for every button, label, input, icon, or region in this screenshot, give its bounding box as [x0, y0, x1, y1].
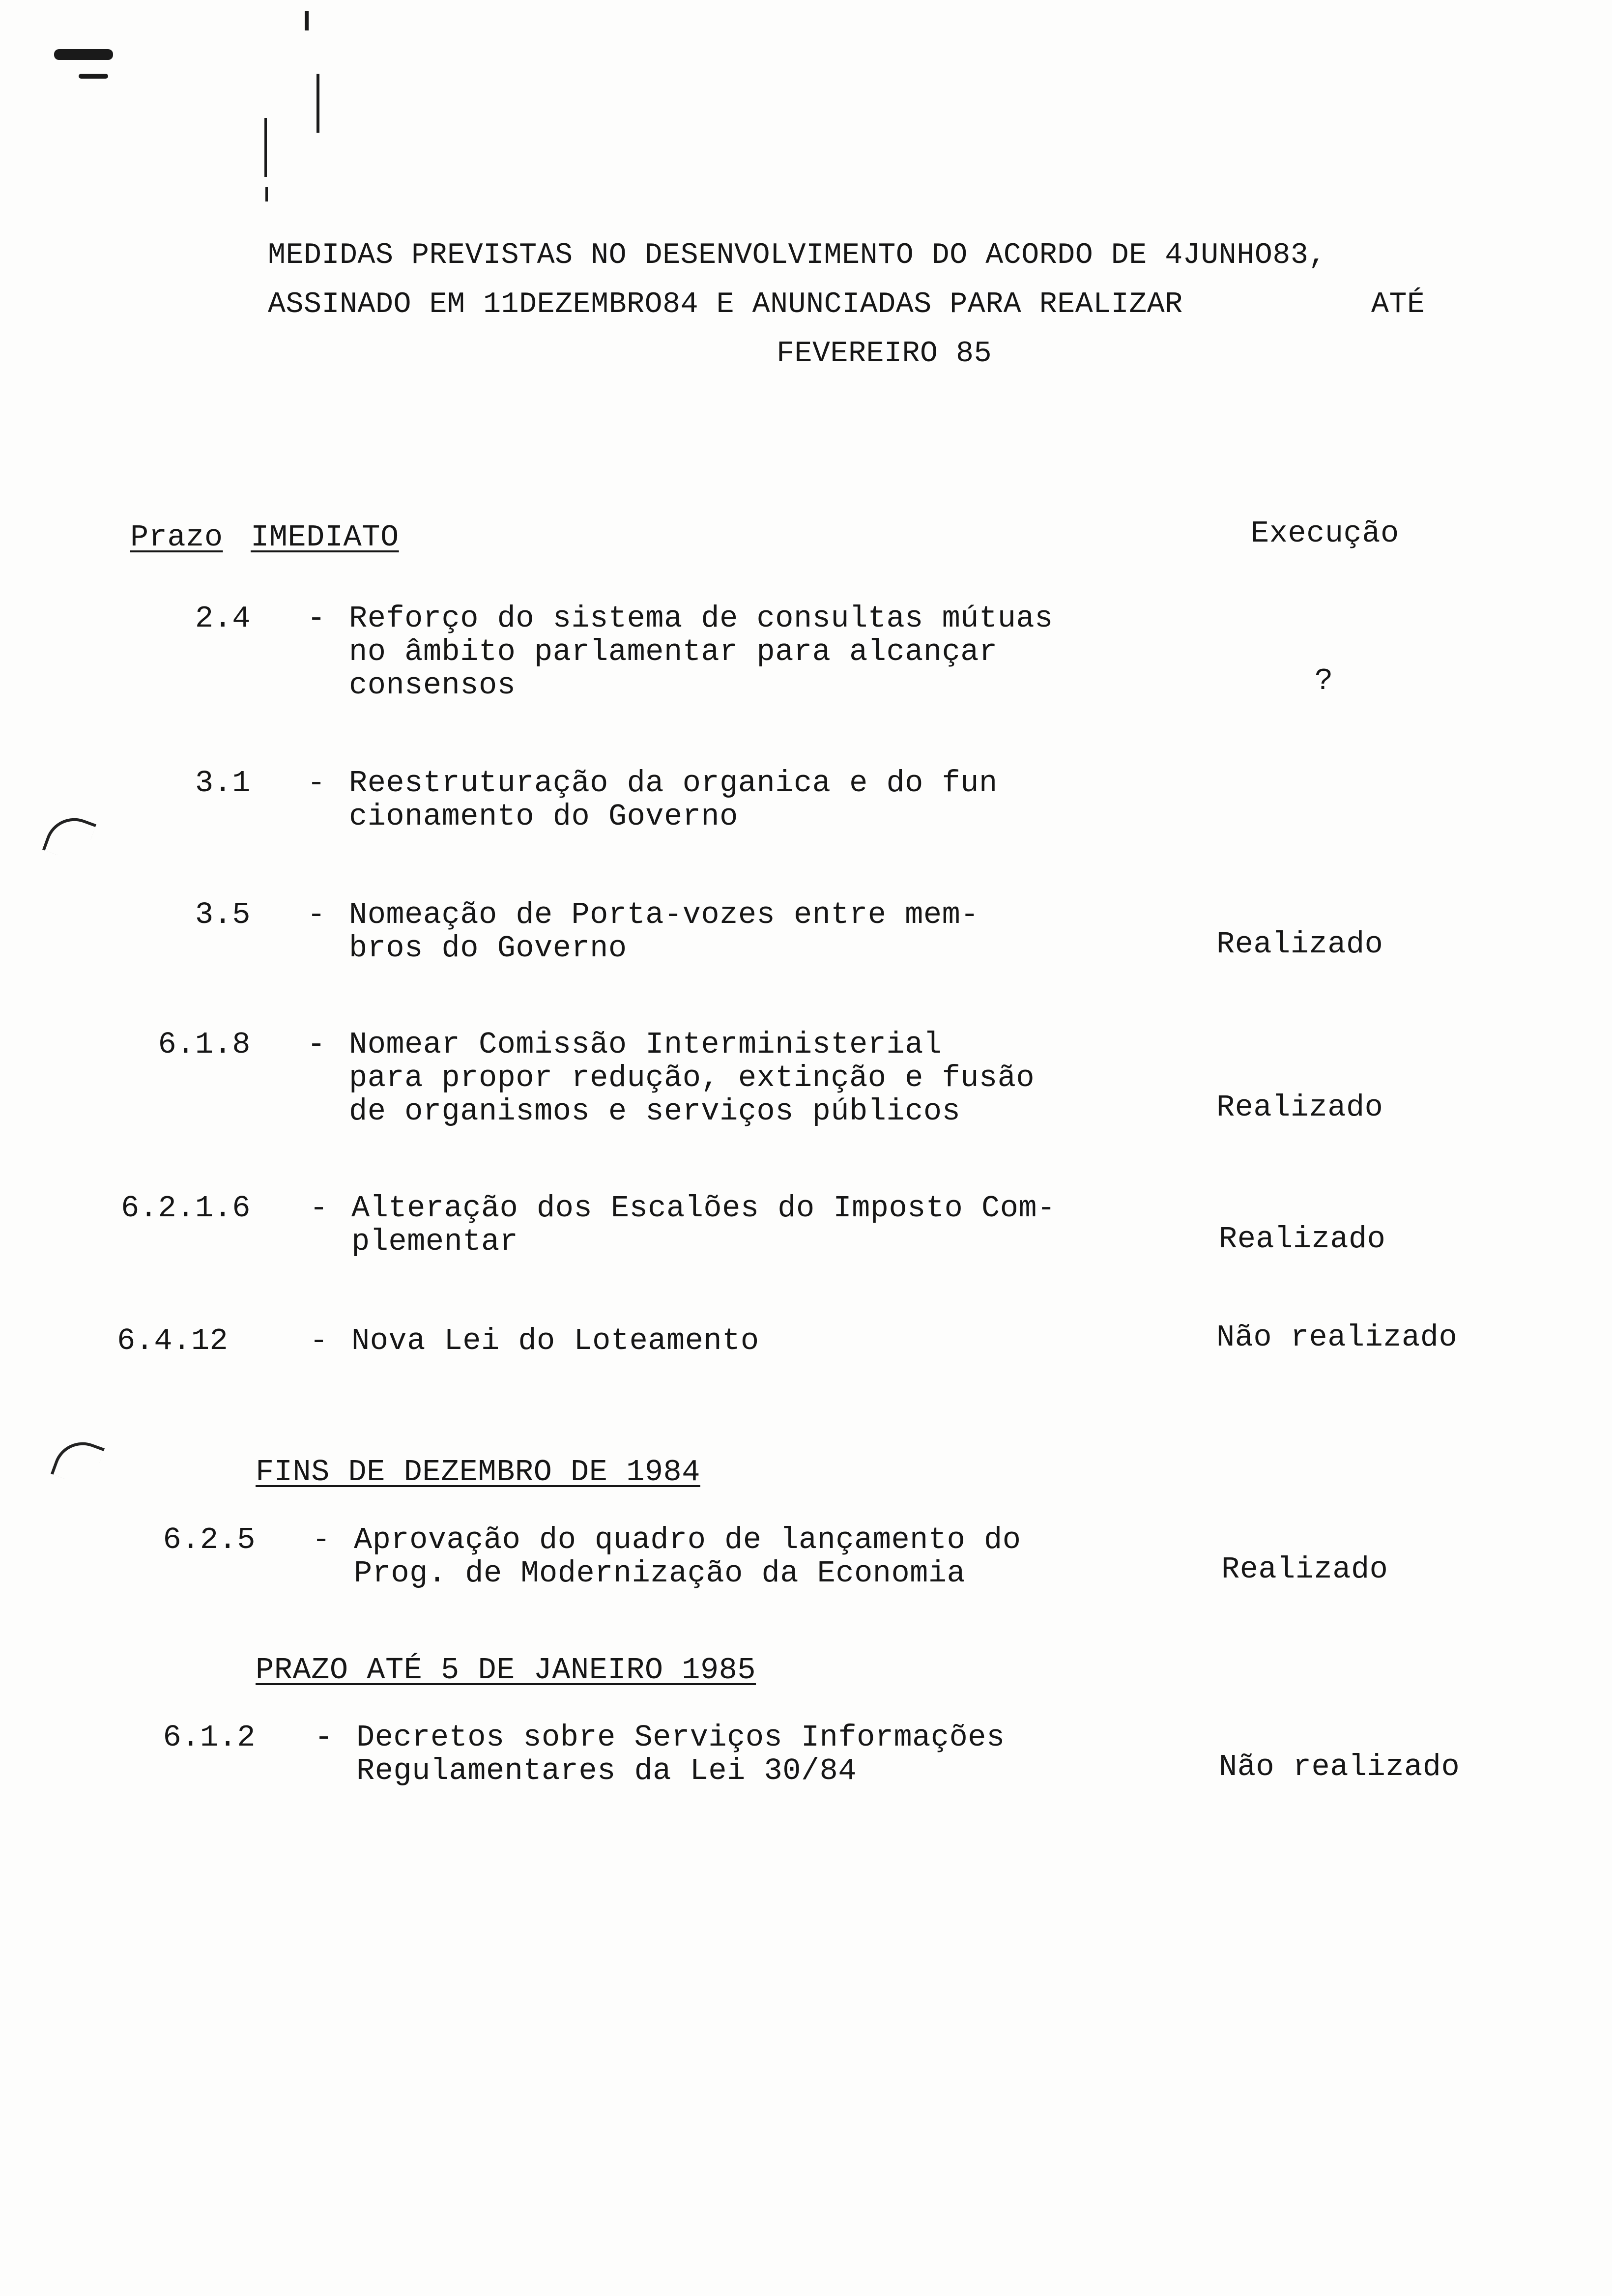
item-description-line: bros do Governo [349, 931, 627, 966]
item-description-line: Nomear Comissão Interministerial [349, 1027, 942, 1062]
item-description-line: de organismos e serviços públicos [349, 1094, 961, 1129]
item-description-line: Decretos sobre Serviços Informações [356, 1720, 1005, 1755]
item-number: 6.4.12 [117, 1323, 229, 1358]
column-label-execucao: Execução [1251, 516, 1399, 551]
item-description-line: Aprovação do quadro de lançamento do [354, 1522, 1021, 1557]
item-description-line: Alteração dos Escalões do Imposto Com- [351, 1191, 1056, 1226]
item-dash: - [307, 897, 326, 932]
scan-vertical-line-1 [317, 74, 319, 133]
item-description-line: Prog. de Modernização da Economia [354, 1556, 966, 1591]
item-number: 6.1.8 [158, 1027, 251, 1062]
scan-vertical-line-3 [265, 187, 268, 201]
item-description-line: Nova Lei do Loteamento [351, 1323, 759, 1358]
section-heading-imediato: IMEDIATO [251, 520, 399, 555]
item-status: ? [1315, 663, 1333, 698]
item-number: 6.2.5 [163, 1522, 256, 1557]
item-status: Realizado [1216, 927, 1383, 962]
item-dash: - [315, 1720, 333, 1755]
scan-vertical-line-2 [264, 118, 267, 177]
item-dash: - [307, 601, 326, 636]
item-description-line: Reforço do sistema de consultas mútuas [349, 601, 1053, 636]
item-dash: - [312, 1522, 331, 1557]
punch-hole-arc-2 [51, 1434, 105, 1488]
item-dash: - [310, 1191, 328, 1226]
title-line-2: ASSINADO EM 11DEZEMBRO84 E ANUNCIADAS PARA REALIZAR [268, 288, 1183, 321]
section-heading-fins-dezembro: FINS DE DEZEMBRO DE 1984 [256, 1455, 700, 1490]
item-number: 3.1 [195, 766, 251, 801]
title-line-1: MEDIDAS PREVISTAS NO DESENVOLVIMENTO DO ACORDO DE 4JUNHO83, [268, 239, 1326, 272]
punch-hole-arc-1 [42, 810, 96, 864]
title-line-3: FEVEREIRO 85 [777, 337, 992, 371]
item-description-line: cionamento do Governo [349, 799, 738, 834]
section-heading-prazo-janeiro: PRAZO ATÉ 5 DE JANEIRO 1985 [256, 1653, 756, 1688]
item-number: 6.2.1.6 [121, 1191, 251, 1226]
item-description-line: plementar [351, 1224, 518, 1259]
item-status: Realizado [1216, 1090, 1383, 1125]
item-description-line: Nomeação de Porta-vozes entre mem- [349, 897, 979, 932]
title-line-2-end: ATÉ [1371, 288, 1425, 321]
item-dash: - [310, 1323, 328, 1358]
item-number: 6.1.2 [163, 1720, 256, 1755]
item-dash: - [307, 766, 326, 801]
item-status: Não realizado [1216, 1320, 1458, 1355]
item-description-line: Regulamentares da Lei 30/84 [356, 1753, 857, 1788]
item-description-line: para propor redução, extinção e fusão [349, 1061, 1035, 1095]
scan-smudge-mark-2 [79, 74, 108, 79]
section-heading-prefix: Prazo [130, 520, 223, 555]
item-status: Realizado [1221, 1552, 1388, 1587]
item-description-line: consensos [349, 668, 516, 703]
item-status: Realizado [1219, 1222, 1386, 1257]
scan-tick-mark [305, 11, 309, 30]
scan-smudge-mark [54, 49, 113, 60]
item-number: 3.5 [195, 897, 251, 932]
item-number: 2.4 [195, 601, 251, 636]
item-status: Não realizado [1219, 1750, 1460, 1784]
item-description-line: Reestruturação da organica e do fun [349, 766, 998, 801]
item-dash: - [307, 1027, 326, 1062]
item-description-line: no âmbito parlamentar para alcançar [349, 634, 998, 669]
